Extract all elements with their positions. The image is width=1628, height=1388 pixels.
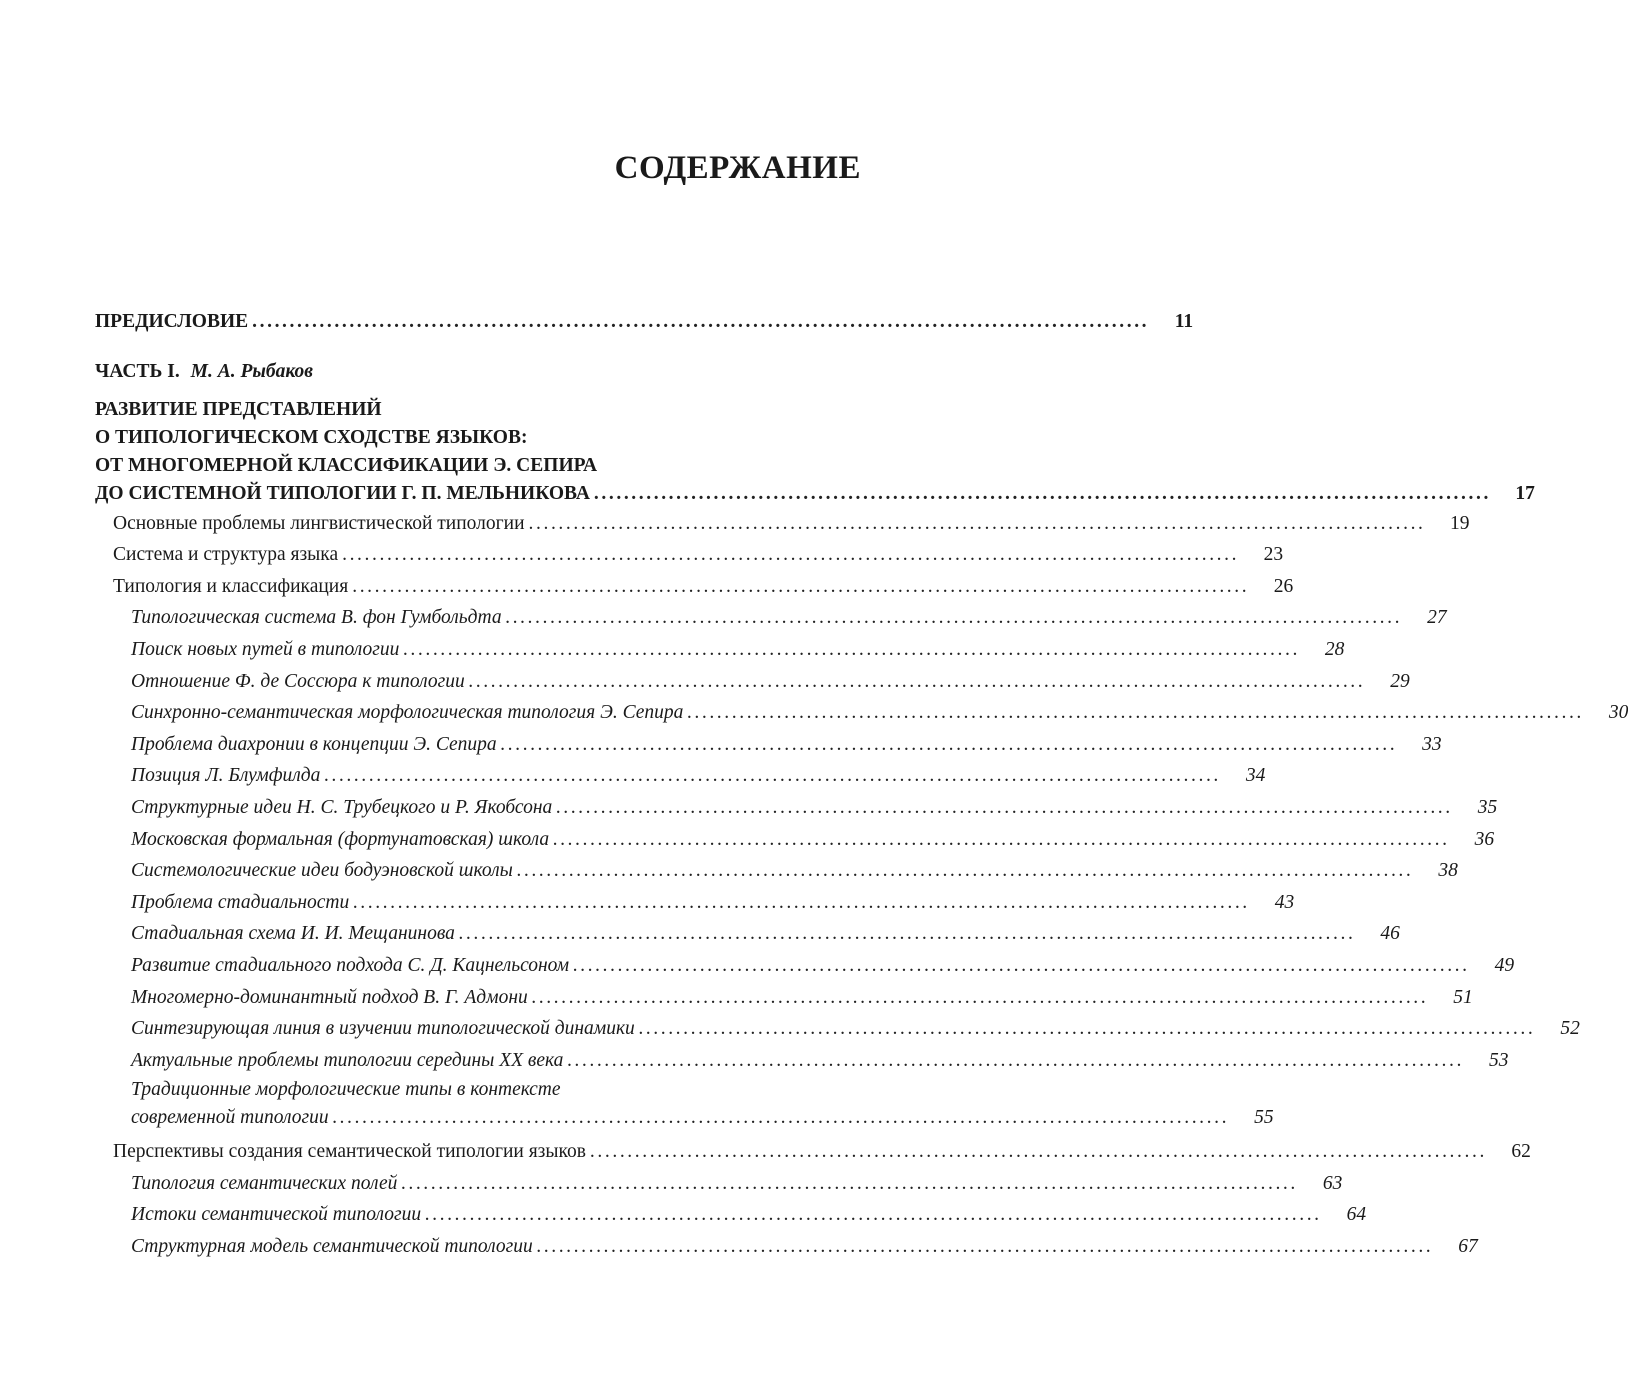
toc-subentry[interactable] bbox=[95, 1168, 1343, 1200]
toc-entry-label: Многомерно-доминантный подход В. Г. Адмони bbox=[131, 986, 528, 1008]
part-title-last-line bbox=[95, 480, 1535, 508]
toc-entry-page: 53 bbox=[1488, 1049, 1509, 1071]
leader-dots: ........................................................................................................................ bbox=[593, 482, 1491, 504]
leader-dots: ........................................................................................................................ bbox=[401, 1172, 1299, 1194]
toc-entry-page: 19 bbox=[1450, 512, 1470, 534]
leader-dots: ........................................................................................................................ bbox=[589, 1141, 1487, 1163]
toc-entry-page: 46 bbox=[1380, 923, 1400, 945]
toc-entry-label: Поиск новых путей в типологии bbox=[131, 638, 400, 660]
leader-dots: ........................................................................................................................ bbox=[458, 923, 1356, 945]
toc-entry-page: 26 bbox=[1273, 575, 1294, 597]
leader-dots: ........................................................................................................................ bbox=[332, 1107, 1230, 1129]
part-title-line: ОТ МНОГОМЕРНОЙ КЛАССИФИКАЦИИ Э. СЕПИРА bbox=[95, 454, 598, 476]
toc-entry-label: Типологическая система В. фон Гумбольдта bbox=[131, 607, 502, 629]
toc-subentry[interactable] bbox=[95, 887, 1295, 919]
toc-entry-page: 29 bbox=[1390, 670, 1410, 692]
table-of-contents bbox=[95, 306, 1628, 1263]
leader-dots: ........................................................................................................................ bbox=[553, 828, 1451, 850]
toc-entry-label: Перспективы создания семантической типологии языков bbox=[113, 1141, 586, 1163]
toc-entry-page: 49 bbox=[1494, 954, 1515, 976]
toc-entry-preface[interactable] bbox=[95, 306, 1194, 338]
toc-entry-page: 52 bbox=[1560, 1018, 1580, 1040]
part-title-line: О ТИПОЛОГИЧЕСКОМ СХОДСТВЕ ЯЗЫКОВ: bbox=[95, 426, 528, 448]
leader-dots: ........................................................................................................................ bbox=[505, 607, 1403, 629]
toc-subentry[interactable] bbox=[95, 1076, 1274, 1136]
part-author: М. А. Рыбаков bbox=[190, 360, 313, 382]
toc-entry-page: 64 bbox=[1346, 1204, 1367, 1226]
toc-entry-label: современной типологии bbox=[131, 1107, 329, 1129]
leader-dots: ........................................................................................................................ bbox=[342, 544, 1240, 566]
toc-entry-page: 51 bbox=[1453, 986, 1473, 1008]
leader-dots: ........................................................................................................................ bbox=[567, 1049, 1465, 1071]
toc-entry-label: Проблема стадиальности bbox=[131, 891, 350, 913]
leader-dots: ........................................................................................................................ bbox=[403, 638, 1301, 660]
toc-subentry[interactable] bbox=[95, 1013, 1580, 1045]
toc-subentry[interactable] bbox=[95, 855, 1458, 887]
toc-entry-label-line: Традиционные морфологические типы в контексте bbox=[131, 1079, 561, 1101]
toc-entry-label: Истоки семантической типологии bbox=[131, 1204, 422, 1226]
toc-entry-page: 27 bbox=[1427, 607, 1447, 629]
toc-subentry[interactable] bbox=[95, 1231, 1478, 1263]
part-title[interactable] bbox=[95, 396, 1535, 508]
toc-entry-page: 34 bbox=[1245, 765, 1266, 787]
toc-entry-page: 67 bbox=[1458, 1236, 1478, 1258]
toc-entry-label: Типология и классификация bbox=[113, 575, 349, 597]
toc-entry-page: 62 bbox=[1511, 1141, 1531, 1163]
toc-entry-page: 63 bbox=[1322, 1172, 1343, 1194]
toc-entry-page: 23 bbox=[1263, 544, 1284, 566]
toc-subentry[interactable] bbox=[95, 697, 1628, 729]
toc-entry-label: Актуальные проблемы типологии середины XX века bbox=[131, 1049, 564, 1071]
toc-subentry[interactable] bbox=[95, 1199, 1367, 1231]
leader-dots: ........................................................................................................................ bbox=[687, 702, 1585, 724]
toc-entry-page: 11 bbox=[1174, 311, 1194, 332]
toc-subentry[interactable] bbox=[95, 729, 1442, 761]
leader-dots: ........................................................................................................................ bbox=[573, 954, 1471, 976]
toc-entry-label: Позиция Л. Блумфилда bbox=[131, 765, 321, 787]
toc-subentry[interactable] bbox=[95, 602, 1447, 634]
toc-entry-label: Система и структура языка bbox=[113, 544, 339, 566]
toc-entry-page: 38 bbox=[1438, 860, 1458, 882]
toc-subentry[interactable] bbox=[95, 950, 1515, 982]
toc-entry-page: 43 bbox=[1274, 891, 1295, 913]
leader-dots: ........................................................................................................................ bbox=[352, 575, 1250, 597]
toc-entry[interactable] bbox=[95, 1136, 1531, 1168]
toc-entry[interactable] bbox=[95, 539, 1284, 571]
part-heading bbox=[95, 358, 861, 386]
toc-subentry[interactable] bbox=[95, 792, 1498, 824]
leader-dots: ........................................................................................................................ bbox=[500, 733, 1398, 755]
toc-entry-page: 55 bbox=[1254, 1107, 1274, 1129]
toc-entry-label: Синхронно-семантическая морфологическая типология Э. Сепира bbox=[131, 702, 684, 724]
toc-entry[interactable] bbox=[95, 508, 1470, 540]
toc-entry-label: Типология семантических полей bbox=[131, 1172, 398, 1194]
toc-entry-label: Развитие стадиального подхода С. Д. Кацнельсоном bbox=[131, 954, 570, 976]
leader-dots: ........................................................................................................................ bbox=[516, 860, 1414, 882]
leader-dots: ........................................................................................................................ bbox=[528, 512, 1426, 534]
toc-subentry[interactable] bbox=[95, 824, 1495, 856]
toc-subentry[interactable] bbox=[95, 982, 1473, 1014]
toc-entry-label: ПРЕДИСЛОВИЕ bbox=[95, 311, 249, 332]
toc-entry-label: Московская формальная (фортунатовская) школа bbox=[131, 828, 550, 850]
leader-dots: ........................................................................................................................ bbox=[252, 311, 1150, 332]
toc-entry-label: Основные проблемы лингвистической типологии bbox=[113, 512, 525, 534]
toc-entry-page: 28 bbox=[1324, 638, 1345, 660]
toc-entry-page: 36 bbox=[1474, 828, 1495, 850]
toc-entry-label: Структурные идеи Н. С. Трубецкого и Р. Якобсона bbox=[131, 796, 553, 818]
toc-subentry[interactable] bbox=[95, 634, 1345, 666]
toc-entry-page: 35 bbox=[1477, 796, 1498, 818]
leader-dots: ........................................................................................................................ bbox=[353, 891, 1251, 913]
leader-dots: ........................................................................................................................ bbox=[638, 1018, 1536, 1040]
leader-dots: ........................................................................................................................ bbox=[531, 986, 1429, 1008]
toc-entry[interactable] bbox=[95, 571, 1294, 603]
toc-subentry[interactable] bbox=[95, 666, 1410, 698]
toc-entry-label: Стадиальная схема И. И. Мещанинова bbox=[131, 923, 455, 945]
page-title: СОДЕРЖАНИЕ bbox=[614, 150, 861, 186]
leader-dots: ........................................................................................................................ bbox=[468, 670, 1366, 692]
toc-subentry[interactable] bbox=[95, 760, 1266, 792]
part-label: ЧАСТЬ I. bbox=[95, 360, 180, 382]
toc-entry-page: 33 bbox=[1422, 733, 1442, 755]
toc-entry-label: Проблема диахронии в концепции Э. Сепира bbox=[131, 733, 497, 755]
leader-dots: ........................................................................................................................ bbox=[556, 796, 1454, 818]
toc-entry-label: Отношение Ф. де Соссюра к типологии bbox=[131, 670, 465, 692]
leader-dots: ........................................................................................................................ bbox=[536, 1236, 1434, 1258]
part-title-line: РАЗВИТИЕ ПРЕДСТАВЛЕНИЙ bbox=[95, 398, 382, 420]
toc-entry-page: 30 bbox=[1608, 702, 1628, 724]
toc-subentry[interactable] bbox=[95, 1045, 1509, 1077]
toc-entry-page: 17 bbox=[1515, 482, 1535, 504]
part-title-line: ДО СИСТЕМНОЙ ТИПОЛОГИИ Г. П. МЕЛЬНИКОВА bbox=[95, 482, 590, 504]
toc-entry-label: Структурная модель семантической типологии bbox=[131, 1236, 533, 1258]
toc-entry-label: Синтезирующая линия в изучении типологической динамики bbox=[131, 1018, 635, 1040]
leader-dots: ........................................................................................................................ bbox=[324, 765, 1222, 787]
leader-dots: ........................................................................................................................ bbox=[425, 1204, 1323, 1226]
toc-entry-label: Системологические идеи бодуэновской школы bbox=[131, 860, 513, 882]
toc-subentry[interactable] bbox=[95, 918, 1400, 950]
